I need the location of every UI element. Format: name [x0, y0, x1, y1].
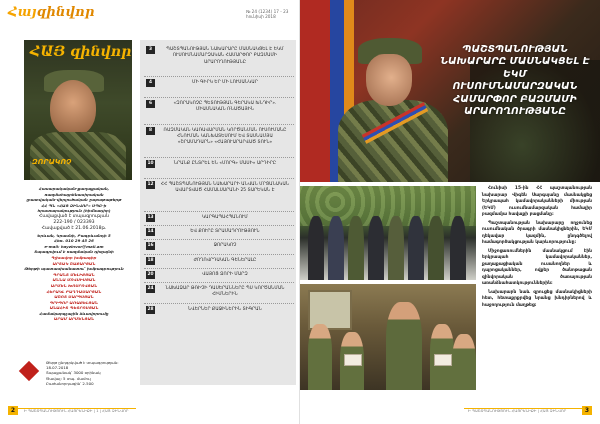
- hero-soldier-face: [366, 54, 412, 106]
- photo-book: [344, 354, 362, 366]
- toc-page-number: 20: [147, 271, 154, 277]
- toc-entry: [140, 100, 296, 125]
- hero-photo: [300, 0, 600, 182]
- credit-line: լրատվական-վերլուծական շաբաթաթերթ: [26, 197, 122, 203]
- toc-title: ՆՐԱՆՔ ԸՆՏՐԵԼ ԵՆ «ՄՈՐԳ» ՄԱՍԻ» ԱՐԴԻՐԸ: [173, 160, 277, 166]
- article-paragraph: Հունիսի 15-ին ՀՀ պաշտպանության նախարար Վիգեն Սարգսյանը մասնակցեց Երկրապահ կամավորականների միության (ԵԿՄ) ուսումնամարզական համալիր բազմամյա հավաքի բացմանը:: [482, 186, 592, 217]
- toc-title: ՎԱՅՈՑ ՁՈՐԻ ՄԱՐԶ: [202, 271, 248, 277]
- toc-page-number: 13: [147, 214, 154, 220]
- toc-separator: [144, 254, 294, 255]
- toc-title: ՆԱԽԱՁԱՐ ԹՌԻՉԻ ԴԱՍԵՐԱՆՆԵՐԸ ՊՍ ԿՈՐԾԱՆՄԱՆ ՀԻՄՆԵՐԻՆ: [165, 286, 285, 298]
- toc-page-number: 24: [147, 286, 154, 292]
- footer-text-left: Ի ՊԱՇՏՊԱՆՈՒԹՅՈՒՆ ՀԱՅՐԵՆԻՔԻ | 1 | ՀԱՅ ԶԻՆՎՈՐ: [24, 408, 129, 413]
- credit-line: ԳՐԻԳՈՐ ԱՌԱՔԵԼՅԱՆ: [49, 299, 98, 305]
- photo-person: [450, 216, 466, 280]
- credit-line: Հասարակական-քաղաքական, ռազմահայրենասիրական: [38, 186, 110, 197]
- toc-separator: [144, 303, 294, 304]
- credit-line: Թերթի պատասխանատու՝ խմբագրություն: [24, 266, 124, 272]
- credit-line: ԱՐՄԵՆ ԽՈՍՐՈՎՅԱՆ: [50, 282, 98, 288]
- toc-page-number: 10: [147, 160, 154, 166]
- publication-details: [46, 360, 136, 386]
- photo-person: [428, 216, 444, 280]
- toc-page-number: 8: [146, 127, 155, 135]
- toc-separator: [144, 157, 294, 158]
- toc-page-number: 4: [146, 79, 155, 87]
- toc-entry: [140, 181, 296, 212]
- photo-trees: [300, 186, 476, 226]
- cover-masthead: ՀԱՅ զինվոր: [30, 44, 132, 60]
- toc-title: ՋՈՐԱԿՈՉ: [213, 243, 237, 249]
- hero-headline: ՊԱՇՏՊԱՆՈՒԹՅԱՆ ՆԱԽԱՐԱՐԸ ՄԱՍՆԱԿՑԵԼ Է ԵԿՄ ՈՒՍՈՒՄՆԱՄԱՐԶԱԿԱՆ ՀԱՄԱՐՓՈՐ ԲԱԶՄԱՄԻ ԱՐԱՐՈՂՈՒԹՅԱՆԸ: [440, 44, 590, 118]
- cover-soldier-uniform: [30, 132, 126, 180]
- masthead-part-a: Հայ: [8, 5, 37, 20]
- footer-text-right: Ի ՊԱՇՏՊԱՆՈՒԹՅՈՒՆ ՀԱՅՐԵՆԻՔԻ | ՀԱՅ ԶԻՆՎՈՐ: [468, 408, 567, 413]
- article-paragraph: Նախարարն նաև զրուցեց մասնակիցների հետ, հետաքրքրվեց նրանց խնդիրներով և հաջողություն մաղթեց:: [482, 289, 592, 308]
- flag-red-stripe: [300, 0, 330, 182]
- toc-separator: [144, 97, 294, 98]
- toc-separator: [144, 225, 294, 226]
- toc-entry: [140, 127, 296, 158]
- officials-photo: [300, 186, 476, 280]
- toc-page-number: 3: [146, 46, 155, 54]
- publication-line: Ծավալ: 5 տպ. մամուլ: [46, 375, 91, 381]
- photo-officer: [386, 302, 422, 390]
- table-of-contents: [140, 40, 296, 385]
- cover-thumbnail: [24, 40, 132, 180]
- toc-title: ՄԻ ԳԻՐԿ ԵՐ ՄԻ ԼՈՒՍԱՆԿԱՐ: [192, 80, 258, 86]
- issue-line: № 24 (1234) 17 - 23 հունիսի 2018: [246, 9, 289, 19]
- editorial-credits: [20, 186, 128, 322]
- page-number-left: 2: [8, 406, 18, 415]
- page-number-right: 3: [582, 406, 592, 415]
- credit-line: ՀԵՐԱԿԼ ԲԱՂԴԱՍԱՐՅԱՆ: [46, 288, 102, 294]
- toc-page-number: 6: [146, 100, 155, 108]
- toc-separator: [144, 178, 294, 179]
- photo-cadet: [452, 334, 476, 390]
- toc-entry: [140, 79, 296, 98]
- right-page: [300, 0, 600, 424]
- credit-line: Գլխավոր խմբագիր: [51, 254, 97, 260]
- toc-title: «ԶՈՐԱԿՈՉԸ ՊԵՏՈՒԹՅԱՆ ԳԵՐԱԿԱ ԽՆԴԻՐ». ՄԻԱՍՆԱԿԱՆ ՌՆԱԾԱՅԻՆ: [173, 100, 277, 113]
- credit-line: Երևան, Կրասնի, Բագրևանդի 5: [37, 232, 111, 238]
- credit-line: Հավաքված է տպագրության: [39, 213, 109, 219]
- toc-separator: [144, 268, 294, 269]
- article-paragraph: Պաշտպանության նախարարը ողջունեց ուսումնական ծրագրի մասնակիցներին, ԵԿՄ ղեկավար կազմին, ընդգծելով համագործակցության կարևորությունը:: [482, 220, 592, 245]
- credit-line: e-mail: hayzinvor@mail.am: [44, 243, 104, 249]
- credit-line: ԱՐՏԱԿ ՇԱՔԱՐՅԱՆ: [52, 260, 96, 266]
- photo-person: [328, 216, 344, 280]
- toc-separator: [144, 282, 294, 283]
- photo-person: [308, 216, 324, 280]
- publication-line: Թերթ ընդգրկված է տպագրության: 18.07.2018: [46, 360, 119, 371]
- credit-line: ԱՇՈՏ ՍԱՐԳՍՅԱՆ: [54, 294, 94, 300]
- credit-line: ԱՆՆԱ ՄՈՎՍԻՍՅԱՆ: [52, 277, 96, 283]
- toc-separator: [144, 239, 294, 240]
- toc-title: ՆՎԵՐՆԵՐ ՔԱՋԻՆԵՐԻՆ ՏԻԳՐԱՆ: [188, 306, 262, 312]
- toc-title: ԵՎ ՔՈՒՐԸ ՏՐԱՄԱԴՐՈՒԹՅՈՒՆ: [190, 229, 260, 234]
- credit-line: 222-190 / 023393: [53, 220, 95, 226]
- ministry-logo-icon: [19, 361, 39, 381]
- toc-page-number: 14: [147, 229, 154, 234]
- credit-line: ԱՐԱՄ ԱՐՄԵՆՅԱՆ: [53, 316, 95, 322]
- credit-line: հրատարակություն (հիմնադիր): [37, 208, 111, 214]
- photo-person: [408, 216, 424, 280]
- credit-line: ԳՐԱՆՏ ՄԵԼԻՔՅԱՆ: [53, 271, 95, 277]
- toc-entry: [140, 285, 296, 304]
- credit-line: Տպագրվում է ռազմական դիզայնի: [34, 249, 114, 255]
- cover-soldier-face: [50, 80, 96, 136]
- cover-title: ԶՈՐԱԿՈՉ: [32, 158, 72, 166]
- toc-entry: [140, 306, 296, 318]
- photo-cadet: [308, 324, 332, 390]
- publication-line: Բաժանորդագին՝ 2.500: [46, 380, 94, 386]
- masthead-part-b: զինվոր: [36, 5, 95, 20]
- toc-title: ՌԱԶՄԱԿԱՆ ԿԱՌԱՎԱՐՄԱՆ ԿՈՐԾԱՆՄԱՆ ՈՒՍՈՒՄԱՆԸ ՀՆՈՒՄԱՆ ԿԱՆԽԱՏԵՍՈՒՄ ԵՎ ՏԱՍՆԱՄՅԱ «ՇՐԱՄԱԴԱՐՆ» «ՀԱՅՈՒԱՐԱՐՎԱԾ ՏՈՒՆ»: [163, 127, 287, 146]
- hero-soldier-uniform: [338, 100, 448, 182]
- toc-title: ՊԱՇՏՊԱՆՈՒԹՅԱՆ ՆԱԽԱՐԱՐԸ ՄԱՍՆԱԿՑԵԼ Է ԵԿՄ ՈՒՍՈՒՄՆԱՄԱՐԶԱԿԱՆ ՀԱՄԱՐՓՈՐ ԲԱԶՄԱՄԻ ԱՐԱՐՈՂՈՒԹՅԱՆԸ: [166, 47, 284, 65]
- toc-title: ԺՈՂՈՎՐԴԱԿԱՆ ԳԵՆԵՐԱԼԸ: [193, 257, 257, 263]
- publication-line: Տպաքանակ՝ 3000 օրինակ: [46, 370, 101, 376]
- toc-separator: [144, 76, 294, 77]
- toc-page-number: 12: [147, 181, 154, 187]
- publication-info: [20, 360, 136, 390]
- toc-page-number: 18: [147, 257, 154, 263]
- credit-line: Հավաքված է 21.06.2018թ.: [41, 226, 107, 232]
- photo-person: [368, 216, 384, 280]
- credit-line: Համակարգչային ձևավորումը: [39, 310, 109, 316]
- toc-separator: [144, 211, 294, 212]
- toc-entry: [140, 160, 296, 179]
- article-text: [482, 186, 592, 311]
- toc-page-number: 16: [147, 243, 154, 249]
- photo-person: [388, 216, 404, 280]
- toc-page-number: 28: [147, 306, 154, 312]
- photo-book: [434, 354, 452, 366]
- masthead-logo: [8, 5, 95, 20]
- credit-line: ԱՆԱՀԻՏ ՊԵՏՐՈՍՅԱՆ: [49, 305, 99, 311]
- cadets-photo: [300, 284, 476, 390]
- toc-title: ՀՀ ՊԱՇՏՊԱՆՈՒԹՅԱՆ ՆԱԽԱՐԱՐԻ ԱՆՎԱՆ ՄՐՑԱՆԱԿԱՆ ԱՎԱՐՏՎԱԾ ՀԱՄԱԼՍԱՐԱՆԻ 25 ՏԱՐԵԿԱՆ Է: [160, 181, 290, 193]
- toc-entry: [140, 46, 296, 77]
- toc-title: ԿԱՐԳԱՊԱՀՊԱՆՈՒՄ: [202, 214, 248, 220]
- credit-line: ՀՀ ՊՆ «ՀԱՅ ԶԻՆՎՈՐ» ՍՊԸ-ի: [41, 202, 107, 208]
- toc-separator: [144, 124, 294, 125]
- credit-line: Հեռ. 010 29 45 26: [54, 238, 94, 244]
- article-paragraph: Միջոցառումներին մասնակցում էին երկրապահ կամավորականներ, քաղաքացիական ուսանողներ և դպրոցականներ, ովքեր ծանոթացան զինվորական ծառայության առանձնահատկություններին:: [482, 248, 592, 286]
- photo-person: [348, 216, 364, 280]
